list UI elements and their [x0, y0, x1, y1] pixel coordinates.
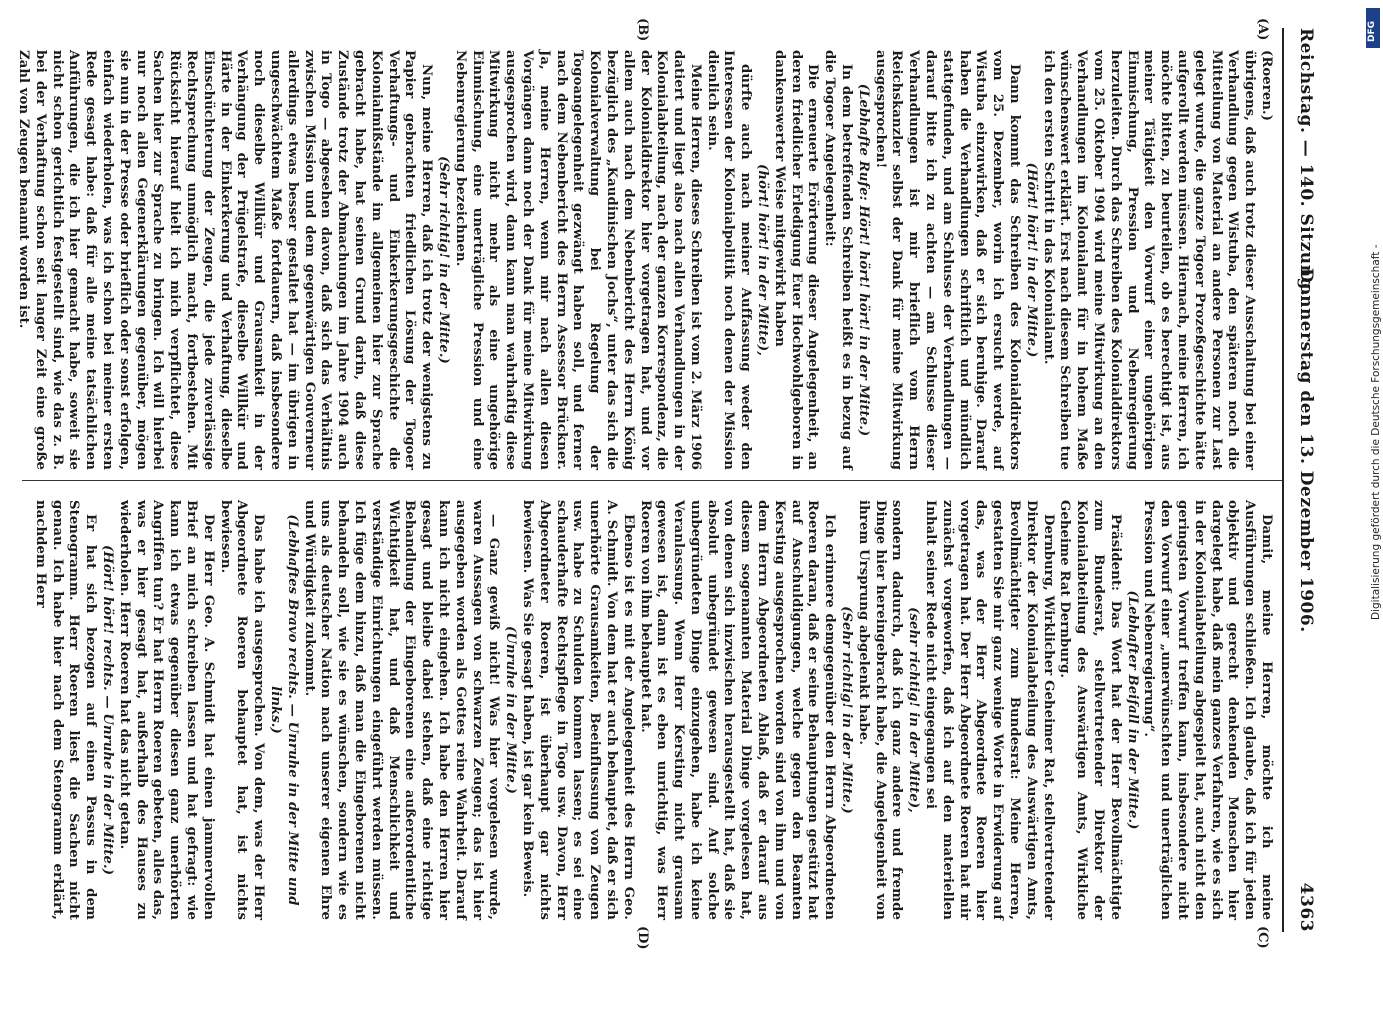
paragraph: Ich erinnere demgegenüber den Herrn Abgeordneten Roeren daran, daß er seine Behauptungen gestützt hat auf Anschuldigungen, welche gegen den Beamten Kersting ausgesprochen worden sind von ihm und von dem Herrn Abgeordneten Ablaß, daß er darauf aus diesem sogenannten Material Dinge vorgelesen hat, von denen sich inzwischen herausgestellt hat, daß sie absolut unbegründet gewesen sind. Auf solche unbegründeten Dinge einzugehen, habe ich keine Veranlassung. Wenn Herr Kersting nicht grausam gewesen ist, dann ist es eben unrichtig, was Herr Roeren von ihm behauptet hat. — [637, 500, 838, 920]
paragraph: Dann kommt das Schreiben des Kolonialdirektors vom 25. Dezember, worin ich ersucht werde, auf Wistuba einzuwirken, daß er sich beruhige. Darauf haben die Verhandlungen schriftlich und mündlich stattgefunden, und am Schlusse der Verhandlungen — darauf bitte ich zu achten — am Schlusse dieser Verhandlungen ist mir brieflich vom Herrn Reichskanzler selbst der Dank für meine Mitwirkung ausgesprochen! — [872, 50, 1023, 470]
paragraph: übrigens, daß auch trotz dieser Ausschaltung bei einer Verhandlung gegen Wistuba, den späteren noch die Mitteilung von Material an andere Personen zur Last gelegt wurde, die ganze Togoer Prozeßgeschichte hätte aufgerollt werden müssen. Hiernach, meine Herren, ich möchte bitten, zu beurteilen, ob es berechtigt ist, aus meiner Tätigkeit den Vorwurf einer ungehörigen Einmischung, Pression und Nebenregierung herzuleiten. Durch das Schreiben des Kolonialdirektors vom 25. Oktober 1904 wird meine Mitwirkung an den Verhandlungen im Kolonialamt für in hohem Maße wünschenswert erklärt. Erst nach diesem Schreiben tue ich den ersten Schritt in das Kolonialamt. — [1040, 50, 1258, 470]
paragraph: Nun, meine Herren, daß ich trotz der wenigstens zu Papier gebrachten friedlichen Lösung der Togoer Verhaftungs- und Einkerkerungsgeschichte die Kolonialmißstände im allgemeinen hier zur Sprache gebracht habe, hat seinen Grund darin, daß diese Zustände trotz der Abmachungen im Jahre 1904 auch in Togo — abgesehen davon, daß sich das Verhältnis zwischen Mission und dem gegenwärtigen Gouverneur allerdings etwas besser gestaltet hat — im übrigen in ungeschwächtem Maße fortdauern, daß insbesondere noch dieselbe Willkür und Grausamkeit in der Verhängung der Prügelstrafe, dieselbe Willkür und Härte in der Einkerkerung und Verhaftung, dieselbe Einschüchterung der Zeugen, die jede zuverlässige Rechtsprechung unmöglich macht, fortbestehen. Mit Rücksicht hierauf hielt ich mich verpflichtet, diese Sachen hier zur Sprache zu bringen. Ich will hierbei nur noch allen Gegenerklärungen gegenüber, mögen sie nun in der Presse oder brieflich oder sonst erfolgen, einfach wiederholen, was ich schon bei meiner ersten Rede gesagt habe: daß für alle meine tatsächlichen Anführungen, die ich hier gemacht habe, soweit sie nicht schon gerichtlich festgestellt sind, wie das z. B. bei der Verhaftung schon seit langer Zeit eine große Zahl von Zeugen benannt worden ist. — [16, 50, 435, 470]
left-column — [14, 50, 1274, 470]
paragraph: Präsident: Das Wort hat der Herr Bevollmächtigte zum Bundesrat, stellvertretender Direktor der Kolonialabteilung des Auswärtigen Amts, Wirkliche Geheime Rat Dernburg. — [1057, 500, 1123, 920]
page-number: 4363 — [1296, 882, 1316, 932]
interjection: (Lebhaftes Bravo rechts. — Unruhe in der Mitte und links.) — [267, 514, 300, 906]
paragraph: In dem betreffenden Schreiben heißt es in bezug auf die Togoer Angelegenheit: — [822, 50, 855, 470]
margin-marker-b: (B) — [635, 18, 650, 42]
paragraph: Er hat sich bezogen auf einen Passus in dem Stenogramm. Herr Roeren liest die Sachen nicht genau. Ich habe hier nach dem Stenogramm erklärt, nachdem Herr — [32, 500, 99, 920]
right-column — [31, 500, 1274, 920]
paragraph: Das habe ich ausgesprochen. Von dem, was der Herr Abgeordnete Roeren behauptet hat, ist nichts bewiesen. — [217, 500, 267, 920]
margin-marker-d: (D) — [635, 926, 650, 950]
paragraph: Ebenso ist es mit der Angelegenheit des Herrn Geo. A. Schmidt. Von dem hat er auch behauptet, daß er sich unerhörte Grausamkeiten, Beeinflussung von Zeugen usw. habe zu Schulden kommen lassen; es sei eine schauderhafte Rechtspflege in Togo usw. Davon, Herr Abgeordneter Roeren, ist überhaupt gar nichts bewiesen. Was Sie gesagt haben, ist gar kein Beweis. — [519, 500, 636, 920]
paragraph: — Ganz gewiß nicht! Was hier vorgelesen wurde, waren Aussagen von schwarzen Zeugen; das ist hier ausgegeben worden als Gottes reine Wahrheit. Darauf kann ich nicht eingehen. Ich habe den Herren hier gesagt und bleibe dabei stehen, daß eine richtige Behandlung der Eingeborenen eine außerordentliche Wichtigkeit hat, und daß Menschlichkeit und verständige Einrichtungen eingeführt werden müssen. Ich füge dem hinzu, daß man die Eingeborenen nicht behandeln soll, wie sie es wünschen, sondern wie es uns als deutscher Nation nach unserer eigenen Ehre und Würdigkeit zukommt. — [301, 500, 502, 920]
digitization-note-text: Digitalisierung gefördert durch die Deutsche Forschungsgemeinschaft - — [1370, 244, 1382, 620]
interjection: (sehr richtig! in der Mitte), — [906, 607, 922, 813]
interjection: (hört! hört! in der Mitte), — [755, 164, 771, 356]
paragraph: Dernburg, Wirklicher Geheimer Rat, stellvertretender Direktor der Kolonialabteilung des Auswärtigen Amts, Bevollmächtigter zum Bundesrat: Meine Herren, gestatten Sie mir ganz wenige Worte in Erwiderung auf das, was der Herr Abgeordnete Roeren hier vorgetragen hat. Der Herr Abgeordnete Roeren hat mir zunächst vorgeworfen, daß ich auf den materiellen Inhalt seiner Rede nicht eingegangen sei — [923, 500, 1056, 920]
dfg-logo: DFG — [1366, 8, 1380, 48]
interjection: (Hört! hört! in der Mitte.) — [1023, 162, 1039, 358]
paragraph: Der Herr Geo. A. Schmidt hat einen jammervollen Brief an mich schreiben lassen und hat gefragt: wie kann ich etwas gegenüber diesen ganz unerhörten Angriffen tun? Er hat Herrn Roeren gebeten, alles das, was er hier gesagt hat, außerhalb des Hauses zu wiederholen. Herr Roeren hat das nicht getan. — [116, 500, 216, 920]
speaker-tag: (Roeren.) — [1259, 50, 1274, 122]
margin-marker-a: (A) — [1255, 18, 1270, 41]
interjection: (Sehr richtig! in der Mitte.) — [839, 606, 855, 814]
paragraph: Meine Herren, dieses Schreiben ist vom 2. März 1906 datiert und liegt also nach allen Verhandlungen in der Kolonialabteilung, nach der ganzen Korrespondenz, die der Kolonialdirektor hier vorgetragen hat, und vor allem auch nach dem Nebenbericht des Herrn König bezüglich des „Kaudinischen Jochs“, unter das sich die Kolonialverwaltung bei Regelung der Togoangelegenheit gezwängt haben soll, und ferner nach dem Nebenbericht des Herrn Assessor Brückner. Ja, meine Herren, wenn mir nach allen diesen Vorgängen dann noch der Dank für meine Mitwirkung ausgesprochen wird, dann kann man wahrhaftig diese Mitwirkung nicht mehr als eine ungehörige Einmischung, eine unerträgliche Pression und eine Nebenregierung bezeichnen. — [452, 50, 703, 470]
interjection: (Lebhafte Rufe: Hört! hört! hört! in der Mitte.) — [855, 83, 871, 437]
paragraph: Damit, meine Herren, möchte ich meine Ausführungen schließen. Ich glaube, daß ich für jeden objektiv und gerecht denkenden Menschen hier dargelegt habe, daß mein ganzes Verfahren, wie es sich in der Kolonialabteilung abgespielt hat, auch nicht den geringsten Vorwurf treffen kann, insbesondere nicht den Vorwurf einer „unerwünschten und unerträglichen Pression und Nebenregierung“. — [1141, 500, 1274, 920]
margin-marker-c: (C) — [1255, 926, 1270, 949]
paragraph: sondern dadurch, daß ich ganz andere und fremde Dinge hier hereingebracht habe, die Angelegenheit von ihrem Ursprung abgelenkt habe. — [855, 500, 905, 920]
quote: dürfte auch nach meiner Auffassung weder den Interessen der Kolonialpolitik noch denen der Mission dienlich sein. — [704, 50, 754, 470]
session-title: Reichstag. — 140. Sitzung. — [1296, 28, 1316, 297]
interjection: (Hört! hört! rechts. — Unruhe in der Mitte.) — [100, 544, 116, 876]
quote: Die erneuerte Erörterung dieser Angelegenheit, an deren friedlicher Erledigung Euer Hochwohlgeboren in dankenswerter Weise mitgewirkt haben — [771, 50, 821, 470]
interjection: (Lebhafter Beifall in der Mitte.) — [1124, 590, 1140, 830]
interjection: (Unruhe in der Mitte.) — [503, 626, 519, 794]
page-header — [1286, 28, 1316, 932]
column-separator — [22, 480, 1282, 481]
session-date: Donnerstag den 13. Dezember 1906. — [1296, 268, 1316, 633]
header-rule — [1282, 28, 1284, 932]
interjection: (Sehr richtig! in der Mitte.) — [435, 156, 451, 364]
